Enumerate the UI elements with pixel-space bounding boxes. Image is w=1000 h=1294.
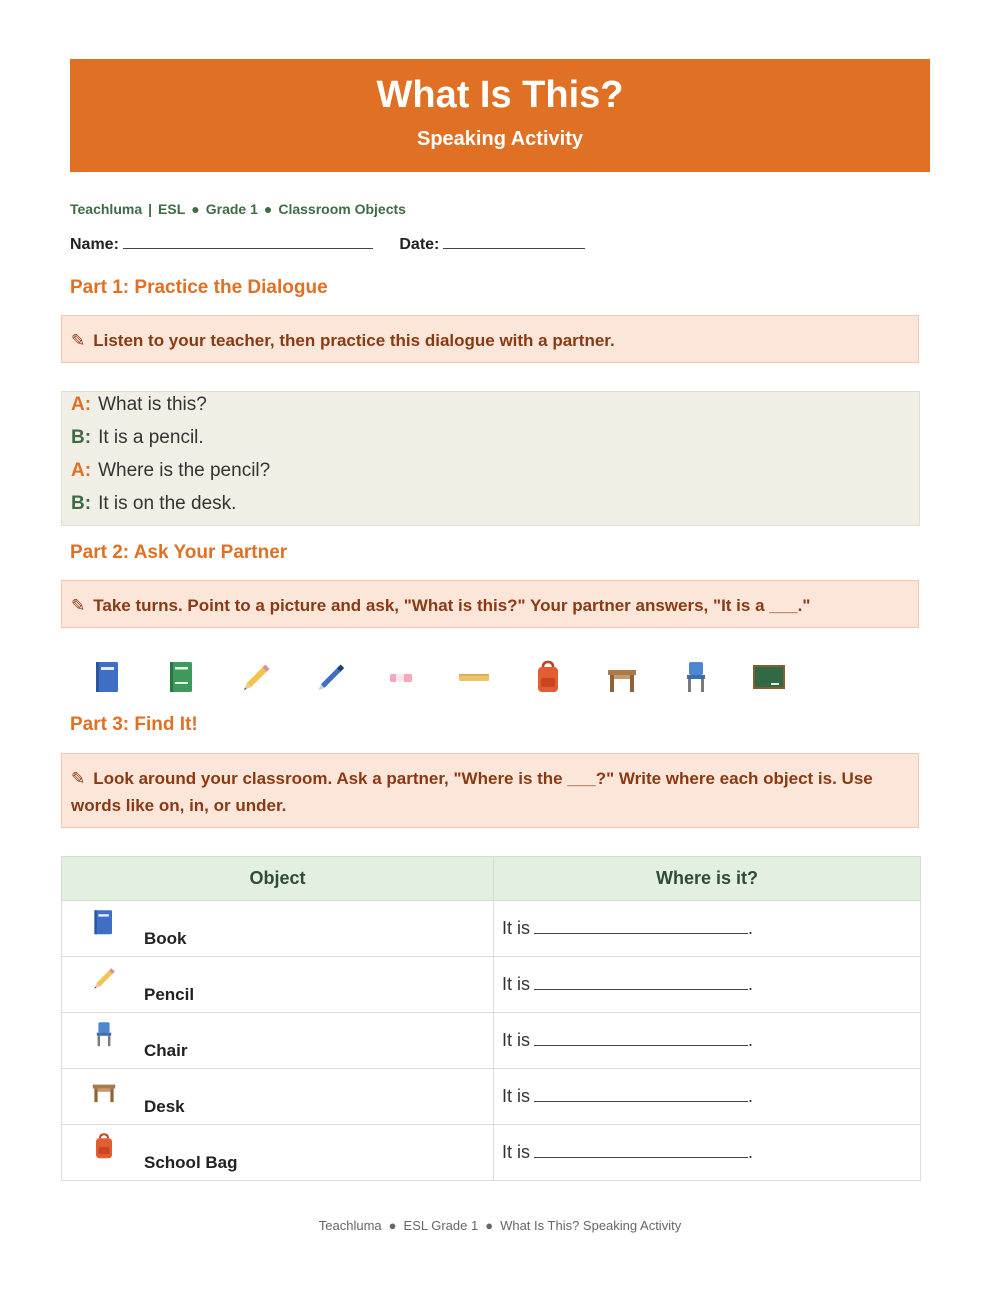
worksheet-meta [70, 201, 406, 217]
worksheet-subtitle: Speaking Activity [417, 128, 583, 150]
green-book-icon [162, 658, 202, 698]
object-cell [62, 957, 494, 1013]
meta-topic: Classroom Objects [278, 201, 406, 217]
table-row [62, 957, 921, 1013]
chair-icon [88, 1019, 120, 1051]
answer-prefix: It is [502, 1030, 531, 1050]
answer-suffix: . [748, 1030, 754, 1050]
school-bag-icon [528, 658, 568, 698]
dialogue-text: What is this? [98, 394, 207, 415]
object-name: School Bag [144, 1152, 238, 1172]
dialogue-line [71, 460, 270, 482]
answer-suffix: . [748, 918, 754, 938]
object-cell [62, 1125, 494, 1181]
meta-bullet: ● [191, 201, 200, 217]
object-cell [62, 1013, 494, 1069]
column-header-where: Where is it? [494, 857, 921, 901]
table-row [62, 1125, 921, 1181]
dialogue-line [71, 493, 236, 515]
page-footer [0, 1218, 1000, 1233]
part1-heading: Part 1: Practice the Dialogue [70, 277, 328, 298]
footer-bullet: ● [485, 1218, 494, 1233]
answer-cell [494, 957, 921, 1013]
name-label: Name: [70, 236, 119, 253]
book-icon [88, 907, 120, 939]
column-header-object: Object [62, 857, 494, 901]
footer-brand: Teachluma [318, 1218, 382, 1233]
name-field[interactable] [123, 234, 373, 249]
table-header-row [62, 857, 921, 901]
table-row [62, 901, 921, 957]
meta-subject: ESL [158, 201, 186, 217]
object-name: Book [144, 928, 187, 948]
footer-bullet: ● [388, 1218, 397, 1233]
date-field[interactable] [443, 234, 585, 249]
object-cell [62, 1069, 494, 1125]
part1-instruction-box [61, 315, 919, 363]
answer-blank[interactable] [534, 975, 748, 990]
chair-icon [676, 658, 716, 698]
part2-instruction: Take turns. Point to a picture and ask, "What is this?" Your partner answers, "It is a ___." [93, 596, 811, 615]
part2-heading: Part 2: Ask Your Partner [70, 542, 288, 563]
meta-brand: Teachluma [70, 201, 143, 217]
meta-bullet: ● [263, 201, 273, 217]
answer-suffix: . [748, 1142, 754, 1162]
answer-cell [494, 1013, 921, 1069]
speaker-label: B: [71, 493, 92, 514]
find-it-table [61, 856, 921, 1181]
answer-prefix: It is [502, 1086, 531, 1106]
title-banner [70, 59, 930, 172]
table-row [62, 1013, 921, 1069]
dialogue-text: It is on the desk. [98, 493, 237, 514]
pen-icon [310, 658, 350, 698]
answer-blank[interactable] [534, 1143, 748, 1158]
pencil-note-icon: ✎ [71, 596, 86, 615]
answer-suffix: . [748, 1086, 754, 1106]
eraser-icon [381, 658, 421, 698]
answer-cell [494, 1125, 921, 1181]
answer-blank[interactable] [534, 919, 748, 934]
answer-prefix: It is [502, 974, 531, 994]
answer-prefix: It is [502, 1142, 531, 1162]
dialogue-line [71, 427, 204, 449]
part3-instruction: Look around your classroom. Ask a partner, "Where is the ___?" Write where each object is. Use words like on, in, or under. [71, 769, 873, 815]
answer-blank[interactable] [534, 1031, 748, 1046]
answer-cell [494, 1069, 921, 1125]
dialogue-text: It is a pencil. [98, 427, 204, 448]
chalkboard-icon [749, 658, 789, 698]
part1-instruction: Listen to your teacher, then practice this dialogue with a partner. [93, 331, 615, 350]
worksheet-title: What Is This? [376, 74, 624, 116]
speaker-label: A: [71, 460, 92, 481]
speaker-label: B: [71, 427, 92, 448]
name-date-row [70, 234, 585, 254]
pencil-note-icon: ✎ [71, 331, 86, 350]
answer-blank[interactable] [534, 1087, 748, 1102]
pencil-icon [236, 658, 276, 698]
dialogue-text: Where is the pencil? [98, 460, 271, 481]
pencil-icon [88, 963, 120, 995]
object-cell [62, 901, 494, 957]
picture-icon-row [88, 658, 808, 698]
answer-suffix: . [748, 974, 754, 994]
pencil-note-icon: ✎ [71, 769, 86, 788]
part3-instruction-box [61, 753, 919, 828]
table-row [62, 1069, 921, 1125]
speaker-label: A: [71, 394, 92, 415]
answer-cell [494, 901, 921, 957]
part3-heading: Part 3: Find It! [70, 714, 198, 735]
desk-icon [88, 1075, 120, 1107]
date-label: Date: [399, 236, 440, 253]
dialogue-box [61, 391, 920, 526]
footer-title: What Is This? Speaking Activity [500, 1218, 682, 1233]
desk-icon [602, 658, 642, 698]
ruler-icon [454, 658, 494, 698]
answer-prefix: It is [502, 918, 531, 938]
dialogue-line [71, 394, 207, 416]
meta-grade: Grade 1 [205, 201, 258, 217]
meta-separator: | [148, 201, 153, 217]
footer-course: ESL Grade 1 [403, 1218, 479, 1233]
school-bag-icon [88, 1131, 120, 1163]
object-name: Chair [144, 1040, 188, 1060]
part2-instruction-box [61, 580, 919, 628]
object-name: Pencil [144, 984, 195, 1004]
object-name: Desk [144, 1096, 185, 1116]
blue-book-icon [88, 658, 128, 698]
